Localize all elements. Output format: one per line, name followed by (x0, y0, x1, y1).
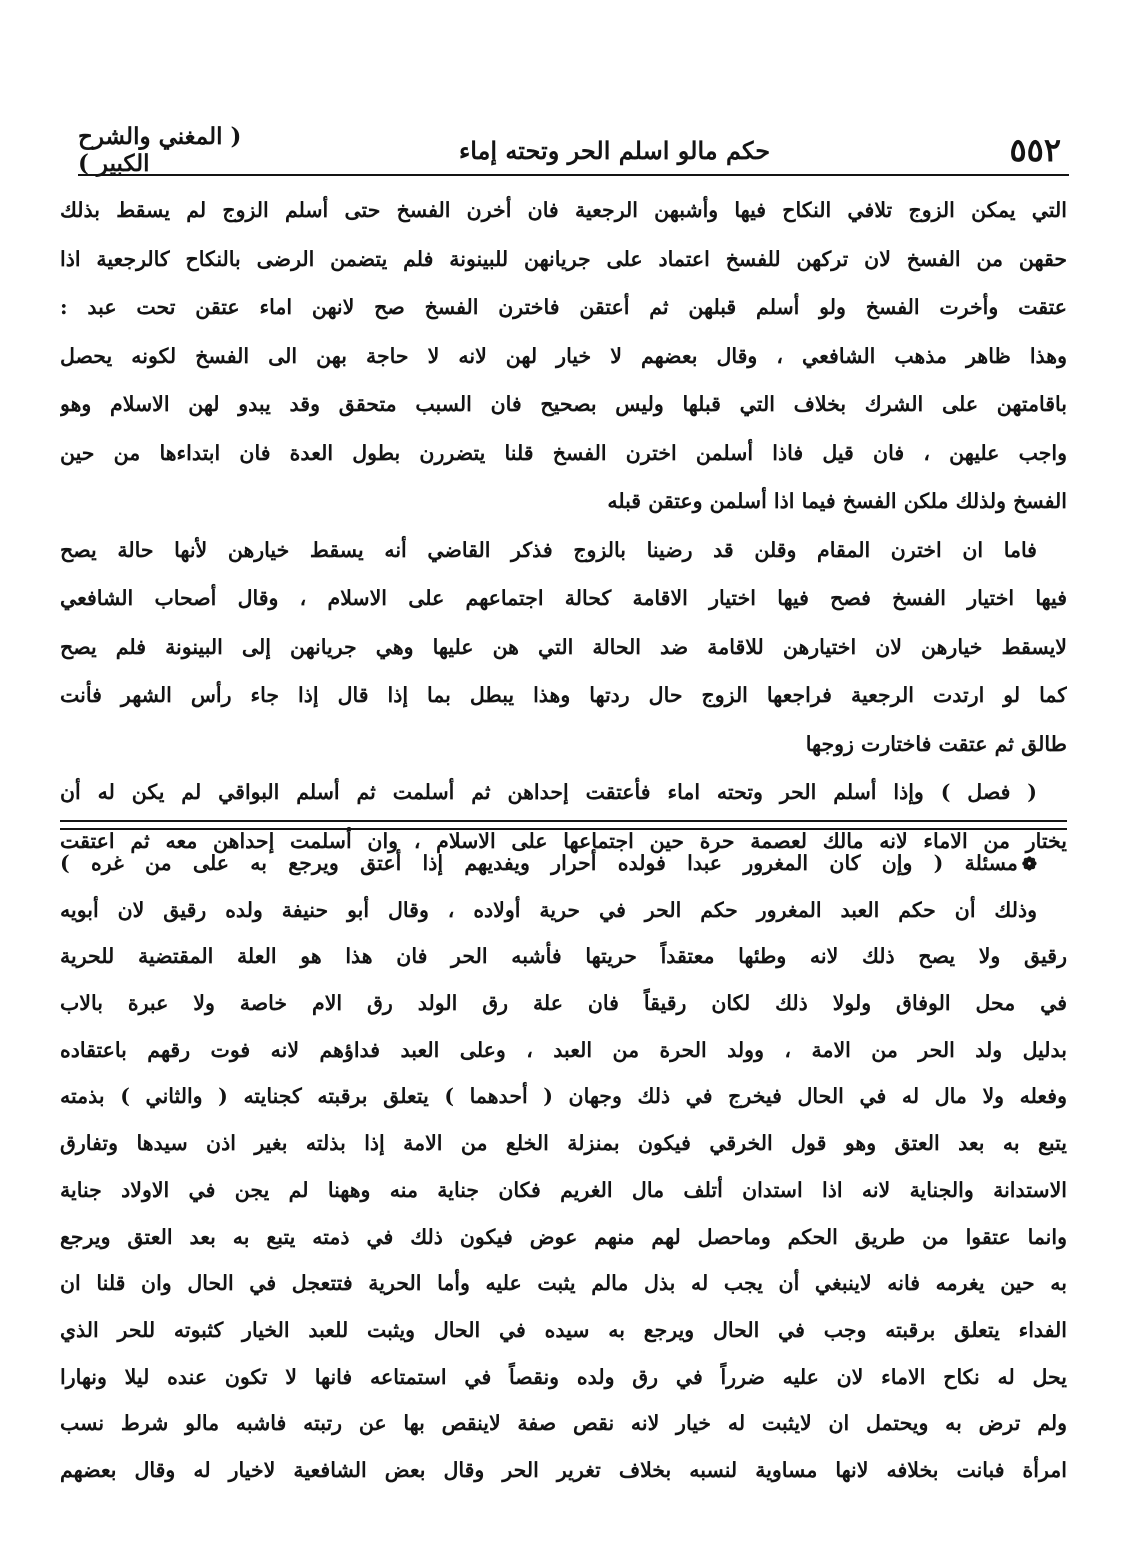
text-line: يحل له نكاح الاماء لان عليه ضرراً في رق ولده ونقصاً في استمتاعه فانها لا تكون عنده ليلا ونهارا (60, 1364, 1067, 1389)
ornament-icon: ❁ (1021, 854, 1037, 875)
text-line: كما لو ارتدت الرجعية فراجعها الزوج حال ردتها وهذا يبطل بما إذا قال إذا جاء رأس الشهر فأنت (60, 683, 1067, 707)
text-line (60, 840, 1067, 887)
text-line: في محل الوفاق ولولا ذلك لكان رقيقاً فان علة رق الولد رق الام خاصة ولا عبرة بالاب (60, 991, 1067, 1016)
text-line: عتقت وأخرت الفسخ ولو أسلم قبلهن ثم أعتقن فاخترن الفسخ صح لانهن اماء عتقن تحت عبد : (60, 295, 1067, 319)
text-line: وذلك أن حكم العبد المغرور حكم الحر في حرية أولاده ، وقال أبو حنيفة ولده رقيق لان أبويه (60, 897, 1037, 922)
text-line: فيها اختيار الفسخ فصح فيها اختيار الاقامة كحالة اجتماعهم على الاسلام ، وقال أصحاب الشافعي (60, 586, 1067, 610)
text-line: الفداء يتعلق برقبته وجب في الحال ويرجع به سيده في الحال ويثبت للعبد الخيار كثبوته للحر الذي (60, 1317, 1067, 1342)
text-line: وفعله ولا مال له في الحال فيخرج في ذلك وجهان ( أحدهما ) يتعلق برقبته كجنايته ( والثاني ) بذمته (60, 1084, 1067, 1109)
text-line: واجب عليهن ، فان قيل فاذا أسلمن اخترن الفسخ قلنا يتضررن بطول العدة فان ابتداءها من حين (60, 440, 1067, 465)
text-line: ( فصل ) وإذا أسلم الحر وتحته اماء فأعتقت إحداهن ثم أسلمت ثم أسلم البواقي لم يكن له أن (60, 780, 1037, 804)
text-line: وهذا ظاهر مذهب الشافعي ، وقال بعضهم لا خيار لهن لانه لا حاجة بهن الى الفسخ لكونه يحصل (60, 343, 1067, 368)
text-line-content: مسئلة ( وإن كان المغرور عبدا فولده أحرار ويفديهم إذا أعتق ويرجع به على من غره ) (60, 851, 1018, 875)
page-header (78, 123, 1061, 177)
chapter-title: حكم مالو اسلم الحر وتحته إماء (458, 135, 771, 165)
text-line: وانما عتقوا من طريق الحكم وماحصل لهم منهم عوض فيكون ذلك في ذمته يتبع به بعد العتق ويرجع (60, 1224, 1067, 1249)
page-number: ٥٥٢ (1009, 131, 1061, 169)
text-line: الفسخ ولذلك ملكن الفسخ فيما اذا أسلمن وعتقن قبله (607, 489, 1067, 513)
header-rule (78, 174, 1069, 176)
text-line: طالق ثم عتقت فاختارت زوجها (805, 731, 1067, 756)
book-title: ( المغني والشرح الكبير ) (78, 123, 242, 177)
text-line: به حين يغرمه فانه لاينبغي أن يجب له بذل مالم يثبت عليه وأما الحرية فتتعجل في الحال وان قلنا ان (60, 1271, 1067, 1296)
main-text (60, 186, 1067, 865)
text-line: رقيق ولا يصح ذلك لانه وطئها معتقداً حريتها فأشبه الحر فان هذا هو العلة المقتضية للحرية (60, 944, 1067, 969)
text-line: يختار من الاماء لانه مالك لعصمة حرة حين اجتماعها على الاسلام ، وان أسلمت إحداهن معه ثم اعتقت (60, 828, 1067, 853)
text-line: ولم ترض به ويحتمل ان لايثبت له خيار لانه نقص صفة لاينقص بها عن رتبته فاشبه مالو شرط نسب (60, 1411, 1067, 1436)
text-line: فاما ان اخترن المقام وقلن قد رضينا بالزوج فذكر القاضي أنه يسقط خيارهن لأنها حالة يصح (60, 537, 1037, 562)
commentary-text (60, 840, 1067, 1494)
text-line: باقامتهن على الشرك بخلاف التي قبلها وليس بصحيح فان السبب متحقق وقد يبدو لهن الاسلام وهو (60, 392, 1067, 416)
text-line: امرأة فبانت بخلافه لانها مساوية لنسبه بخلاف تغرير الحر وقال بعض الشافعية لاخيار له وقال بعضهم (60, 1457, 1067, 1482)
text-line: التي يمكن الزوج تلافي النكاح فيها وأشبهن الرجعية فان أخرن الفسخ حتى أسلم الزوج لم يسقط بذلك (60, 198, 1067, 222)
text-line: حقهن من الفسخ لان تركهن للفسخ اعتماد على جريانهن للبينونة فلم يتضمن الرضى بالنكاح كالرجعية اذا (60, 246, 1067, 271)
section-divider (60, 820, 1067, 830)
text-line: يتبع به بعد العتق وهو قول الخرقي فيكون بمنزلة الخلع من الامة إذا بذلته بغير اذن سيدها وتفارق (60, 1131, 1067, 1156)
text-line: لايسقط خيارهن لان اختيارهن للاقامة ضد الحالة التي هن عليها وهي جريانهن إلى البينونة فلم يصح (60, 634, 1067, 659)
text-line: بدليل ولد الحر من الامة ، وولد الحرة من العبد ، وعلى العبد فداؤهم لانه فوت رقهم باعتقاده (60, 1037, 1067, 1062)
text-line: الاستدانة والجناية لانه اذا استدان أتلف مال الغريم فكان جناية منه وههنا لم يجن في الاولاد جناية (60, 1177, 1067, 1202)
